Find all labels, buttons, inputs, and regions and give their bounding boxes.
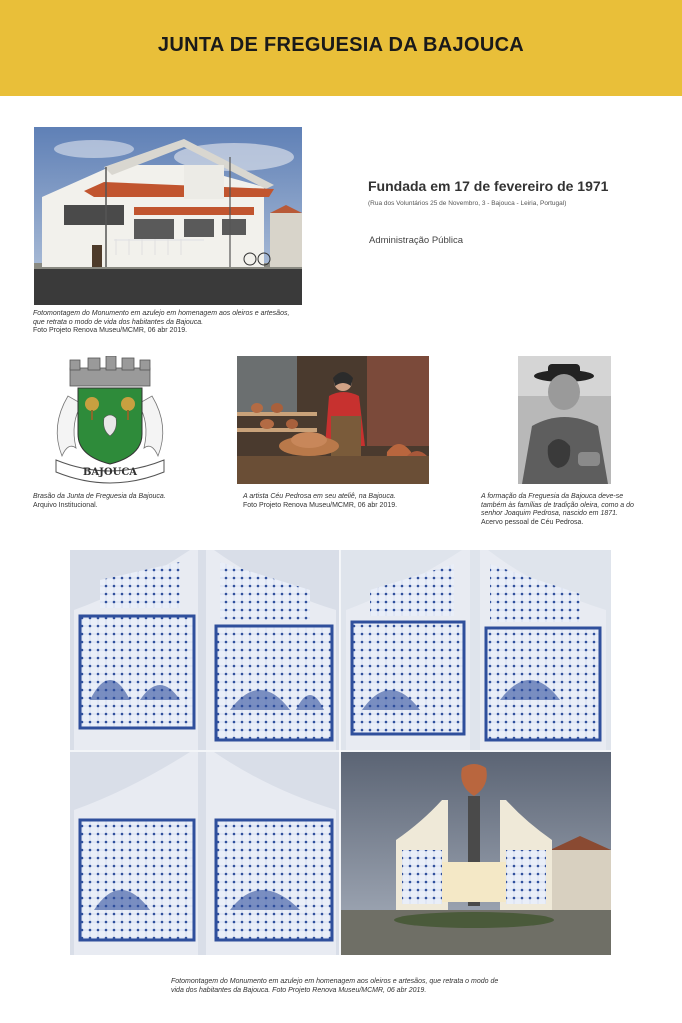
coat-caption xyxy=(33,493,213,510)
artist-caption xyxy=(243,493,433,510)
building-caption xyxy=(33,310,303,336)
header-banner xyxy=(0,0,682,96)
tile-panel-bottom-left xyxy=(70,752,340,955)
org-type: Administração Pública xyxy=(369,235,463,246)
building-caption-italic: Fotomontagem do Monumento em azulejo em homenagem aos oleiros e artesãos, que retrata o modo de vida dos habitantes da Bajouca. xyxy=(33,310,290,326)
tile-panel-top-left xyxy=(70,550,340,750)
monument-caption-italic: Fotomontagem do Monumento em azulejo em homenagem aos oleiros e artesãos, que retrata o modo de vida dos habitantes da Bajouca. Foto Projeto Renova Museu/MCMR, 06 abr 2019. xyxy=(171,978,499,994)
banner-text: BAJOUCA xyxy=(82,467,138,478)
artist-caption-italic: A artista Céu Pedrosa em seu ateliê, na Bajouca. xyxy=(243,493,396,500)
potter-caption-credit: Acervo pessoal de Céu Pedrosa. xyxy=(481,518,584,526)
tile-panel-top-right xyxy=(341,550,611,750)
potter-caption xyxy=(481,493,649,527)
artist-caption-credit: Foto Projeto Renova Museu/MCMR, 06 abr 2019. xyxy=(243,501,398,509)
founded-heading: Fundada em 17 de fevereiro de 1971 xyxy=(368,178,609,194)
potter-photo xyxy=(518,356,611,484)
potter-caption-italic: A formação da Freguesia da Bajouca deve-se também às famílias de tradição oleira, como a do senhor Joaquim Pedrosa, nascido em 1871. xyxy=(481,493,634,517)
building-caption-credit: Foto Projeto Renova Museu/MCMR, 06 abr 2019. xyxy=(33,327,188,334)
building-photo xyxy=(34,127,302,305)
address-text: (Rua dos Voluntários 25 de Novembro, 3 - Bajouca - Leiria, Portugal) xyxy=(368,200,567,207)
mural-crown-icon xyxy=(70,356,150,386)
monument-dusk-photo xyxy=(341,752,611,955)
artist-photo xyxy=(237,356,429,484)
page-title: JUNTA DE FREGUESIA DA BAJOUCA xyxy=(157,34,525,56)
coat-caption-italic: Brasão da Junta de Freguesia da Bajouca. xyxy=(33,493,166,500)
coat-of-arms xyxy=(48,356,172,484)
coat-caption-credit: Arquivo Institucional. xyxy=(33,501,98,509)
monument-montage xyxy=(70,550,611,955)
monument-caption xyxy=(171,978,511,995)
